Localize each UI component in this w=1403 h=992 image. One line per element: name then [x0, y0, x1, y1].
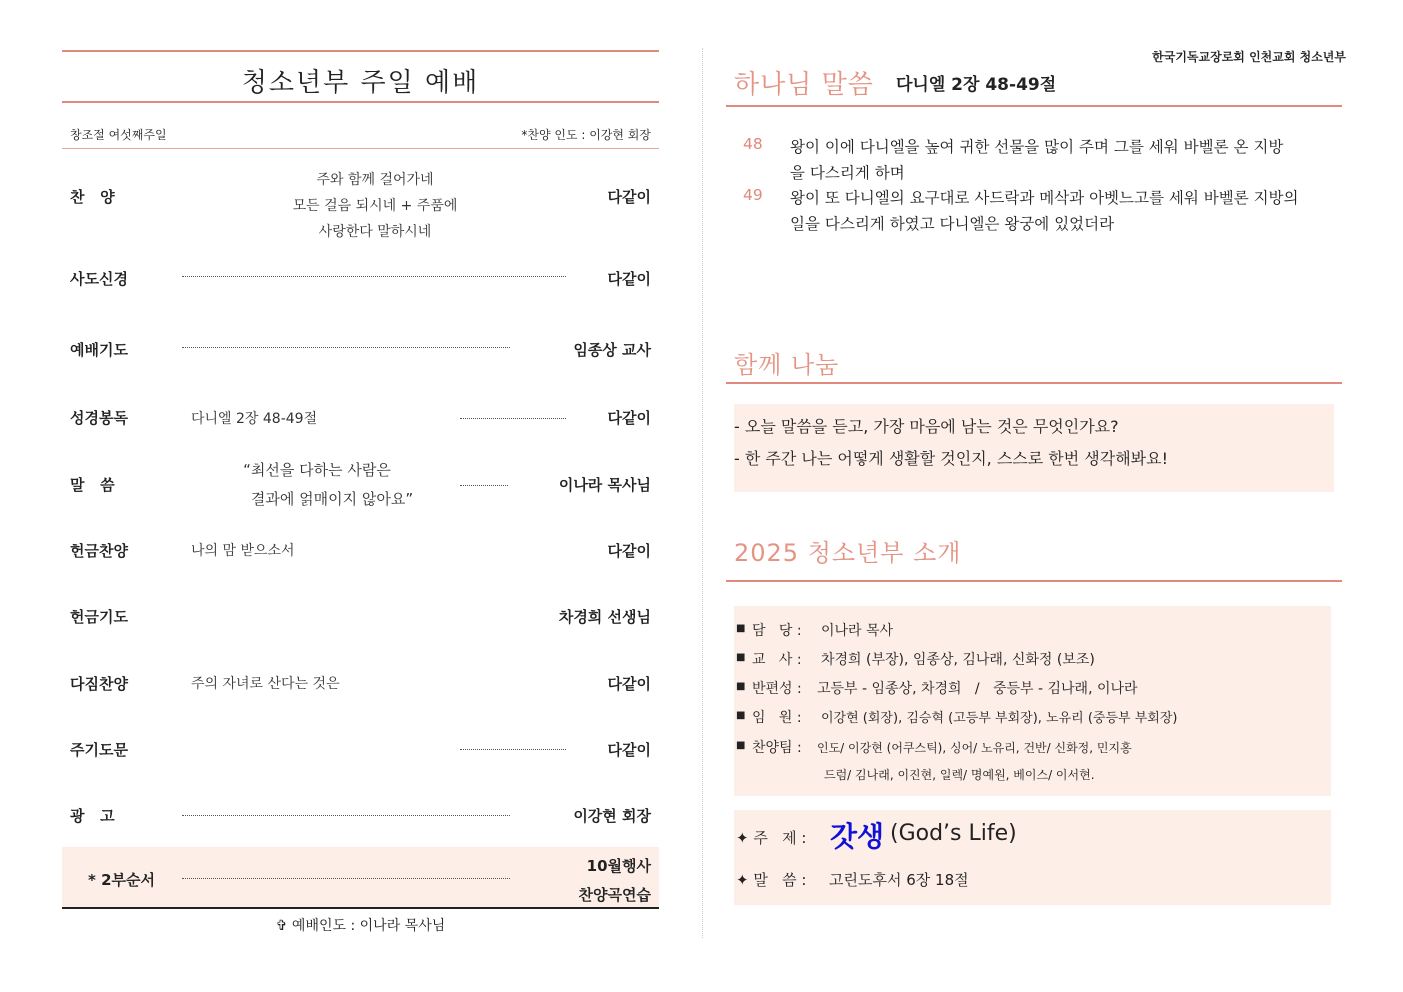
sermon-line: “최선을 다하는 사람은: [243, 461, 391, 479]
hymn-line: 주와 함께 걸어가네: [316, 172, 434, 188]
hymn-line: 사랑한다 말하시네: [318, 224, 432, 240]
order-label: 사도신경: [70, 270, 128, 288]
share-question: - 오늘 말씀을 듣고, 가장 마음에 남는 것은 무엇인가요?: [734, 417, 1119, 436]
intro-key: 찬양팀 :: [752, 740, 802, 756]
intro-value: 차경희 (부장), 임종상, 김나래, 신화정 (보조): [821, 652, 1095, 668]
week-label: 창조절 여섯째주일: [70, 128, 167, 142]
scripture-reference: 다니엘 2장 48-49절: [896, 75, 1057, 95]
theme-label: ✦ 주 제 :: [736, 829, 807, 847]
order-leader: 다같이: [607, 188, 651, 206]
intro-key: 담 당 :: [752, 623, 802, 639]
bullet: ■: [736, 710, 746, 721]
order-label: 주기도문: [70, 741, 128, 759]
intro-key: 임 원 :: [752, 710, 802, 726]
intro-value: 이나라 목사: [821, 623, 894, 639]
church-name: 한국기독교장로회 인천교회 청소년부: [1152, 50, 1346, 64]
verse-line: 왕이 또 다니엘의 요구대로 사드락과 메삭과 아벳느고를 세워 바벨론 지방의: [790, 189, 1299, 207]
order-leader: 다같이: [607, 409, 651, 427]
bullet: ■: [736, 740, 746, 751]
verse-line: 왕이 이에 다니엘을 높여 귀한 선물을 많이 주며 그를 세워 바벨론 온 지방: [790, 138, 1284, 156]
intro-key: 반편성 :: [752, 681, 802, 697]
order-leader: 차경희 선생님: [558, 608, 651, 626]
theme-verse: 고린도후서 6장 18절: [829, 871, 969, 889]
order-leader: 다같이: [607, 741, 651, 759]
order-leader: 다같이: [607, 270, 651, 288]
praise-leader: *찬양 인도 : 이강현 회장: [521, 128, 651, 142]
verse-line: 을 다스리게 하며: [790, 164, 905, 182]
order-label: 성경봉독: [70, 409, 128, 427]
sermon-line: 결과에 얽매이지 않아요”: [250, 490, 414, 508]
intro-value: 드럼/ 김나래, 이진현, 일렉/ 명예원, 베이스/ 이서현.: [824, 768, 1095, 782]
order-text: 나의 맘 받으소서: [191, 543, 295, 559]
share-question: - 한 주간 나는 어떻게 생활할 것인지, 스스로 한번 생각해봐요!: [734, 449, 1168, 468]
order-label: 다짐찬양: [70, 675, 128, 693]
bullet: ■: [736, 681, 746, 692]
order-text: 주의 자녀로 산다는 것은: [191, 676, 340, 692]
order-leader: 이나라 목사님: [558, 476, 651, 494]
order-leader: 10월행사: [586, 857, 651, 875]
intro-value: 이강현 (회장), 김승혁 (고등부 부회장), 노유리 (중등부 부회장): [821, 711, 1178, 726]
order-label: 말 씀: [70, 476, 115, 494]
bullet: ■: [736, 623, 746, 634]
service-leader-footer: ✞ 예배인도 : 이나라 목사님: [275, 918, 446, 934]
order-text: 다니엘 2장 48-49절: [191, 411, 318, 427]
order-label: 찬 양: [70, 188, 115, 206]
verse-number: 48: [743, 135, 763, 153]
word-heading: 하나님 말씀: [734, 70, 874, 100]
intro-value: 인도/ 이강현 (어쿠스틱), 싱어/ 노유리, 건반/ 신화정, 민지홍: [817, 741, 1132, 755]
order-leader: 다같이: [607, 675, 651, 693]
theme-english: (God’s Life): [890, 821, 1017, 846]
intro-heading: 2025 청소년부 소개: [734, 539, 962, 567]
theme-word: 갓생: [830, 820, 885, 853]
order-leader: 이강현 회장: [573, 807, 651, 825]
order-label: 헌금찬양: [70, 542, 128, 560]
bullet: ■: [736, 652, 746, 663]
hymn-line: 모든 걸음 되시네 + 주품에: [292, 198, 458, 214]
order-label: 예배기도: [70, 341, 128, 359]
order-label: * 2부순서: [88, 871, 155, 889]
verse-number: 49: [743, 186, 763, 204]
share-heading: 함께 나눔: [734, 351, 840, 379]
order-label: 헌금기도: [70, 608, 128, 626]
order-leader: 임종상 교사: [573, 341, 651, 359]
intro-key: 교 사 :: [752, 652, 802, 668]
order-leader: 다같이: [607, 542, 651, 560]
intro-value: 고등부 - 임종상, 차경희 / 중등부 - 김나래, 이나라: [817, 681, 1138, 697]
verse-line: 일을 다스리게 하였고 다니엘은 왕궁에 있었더라: [790, 215, 1115, 233]
page-title: 청소년부 주일 예배: [241, 68, 480, 98]
order-label: 광 고: [70, 807, 115, 825]
order-leader: 찬양곡연습: [578, 886, 651, 904]
theme-verse-label: ✦ 말 씀 :: [736, 871, 807, 889]
